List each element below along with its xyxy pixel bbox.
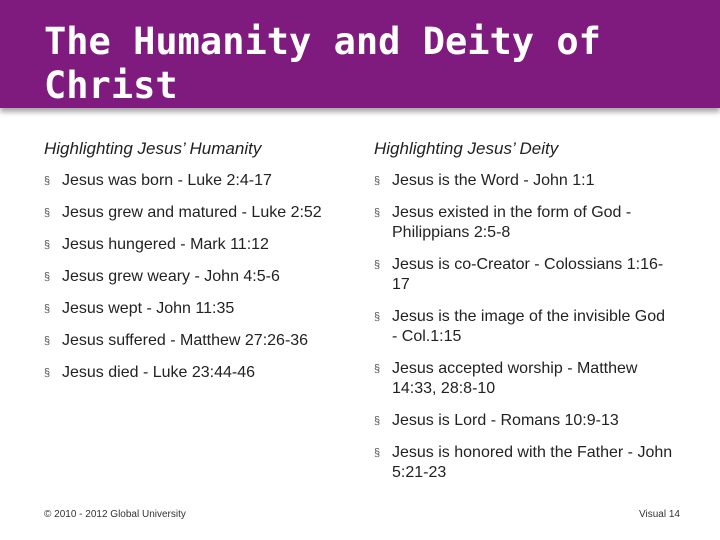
deity-heading: Highlighting Jesus’ Deity <box>374 139 559 158</box>
list-item <box>44 235 344 255</box>
title-bar <box>0 0 720 108</box>
list-item-text: Jesus grew weary - John 4:5-6 <box>62 268 280 285</box>
list-item <box>374 307 674 347</box>
copyright-footer: © 2010 - 2012 Global University <box>44 509 186 520</box>
bullet-icon: § <box>374 363 381 375</box>
slide-title: The Humanity and Deity of Christ <box>44 20 601 107</box>
bullet-icon: § <box>44 367 51 379</box>
list-item-text: Jesus is honored with the Father - John 5:21-23 <box>392 444 673 481</box>
list-item-text: Jesus was born - Luke 2:4-17 <box>62 172 272 189</box>
list-item <box>44 363 344 383</box>
bullet-icon: § <box>44 207 51 219</box>
list-item-text: Jesus hungered - Mark 11:12 <box>62 236 269 253</box>
list-item-text: Jesus wept - John 11:35 <box>62 300 235 317</box>
humanity-column <box>44 138 344 395</box>
deity-list <box>374 171 674 483</box>
list-item-text: Jesus is Lord - Romans 10:9-13 <box>392 412 619 429</box>
bullet-icon: § <box>44 271 51 283</box>
list-item-text: Jesus suffered - Matthew 27:26-36 <box>62 332 309 349</box>
bullet-icon: § <box>44 239 51 251</box>
list-item <box>374 255 674 295</box>
bullet-icon: § <box>44 303 51 315</box>
bullet-icon: § <box>374 175 381 187</box>
bullet-icon: § <box>374 415 381 427</box>
bullet-icon: § <box>374 259 381 271</box>
list-item <box>374 203 674 243</box>
list-item-text: Jesus existed in the form of God - Philippians 2:5-8 <box>392 204 632 241</box>
list-item <box>374 359 674 399</box>
list-item <box>44 171 344 191</box>
deity-column <box>374 138 674 495</box>
list-item <box>44 203 344 223</box>
bullet-icon: § <box>44 175 51 187</box>
list-item-text: Jesus is the image of the invisible God - Col.1:15 <box>392 308 666 345</box>
list-item <box>374 411 674 431</box>
list-item <box>374 443 674 483</box>
list-item-text: Jesus is the Word - John 1:1 <box>392 172 595 189</box>
bullet-icon: § <box>374 447 381 459</box>
page-number: Visual 14 <box>639 509 680 520</box>
humanity-list <box>44 171 344 383</box>
list-item <box>44 331 344 351</box>
list-item-text: Jesus grew and matured - Luke 2:52 <box>62 204 322 221</box>
list-item <box>44 299 344 319</box>
list-item-text: Jesus is co-Creator - Colossians 1:16-17 <box>392 256 664 293</box>
list-item-text: Jesus accepted worship - Matthew 14:33, 28:8-10 <box>392 360 638 397</box>
list-item <box>374 171 674 191</box>
bullet-icon: § <box>374 207 381 219</box>
humanity-heading: Highlighting Jesus’ Humanity <box>44 139 262 158</box>
bullet-icon: § <box>44 335 51 347</box>
list-item-text: Jesus died - Luke 23:44-46 <box>62 364 256 381</box>
list-item <box>44 267 344 287</box>
bullet-icon: § <box>374 311 381 323</box>
